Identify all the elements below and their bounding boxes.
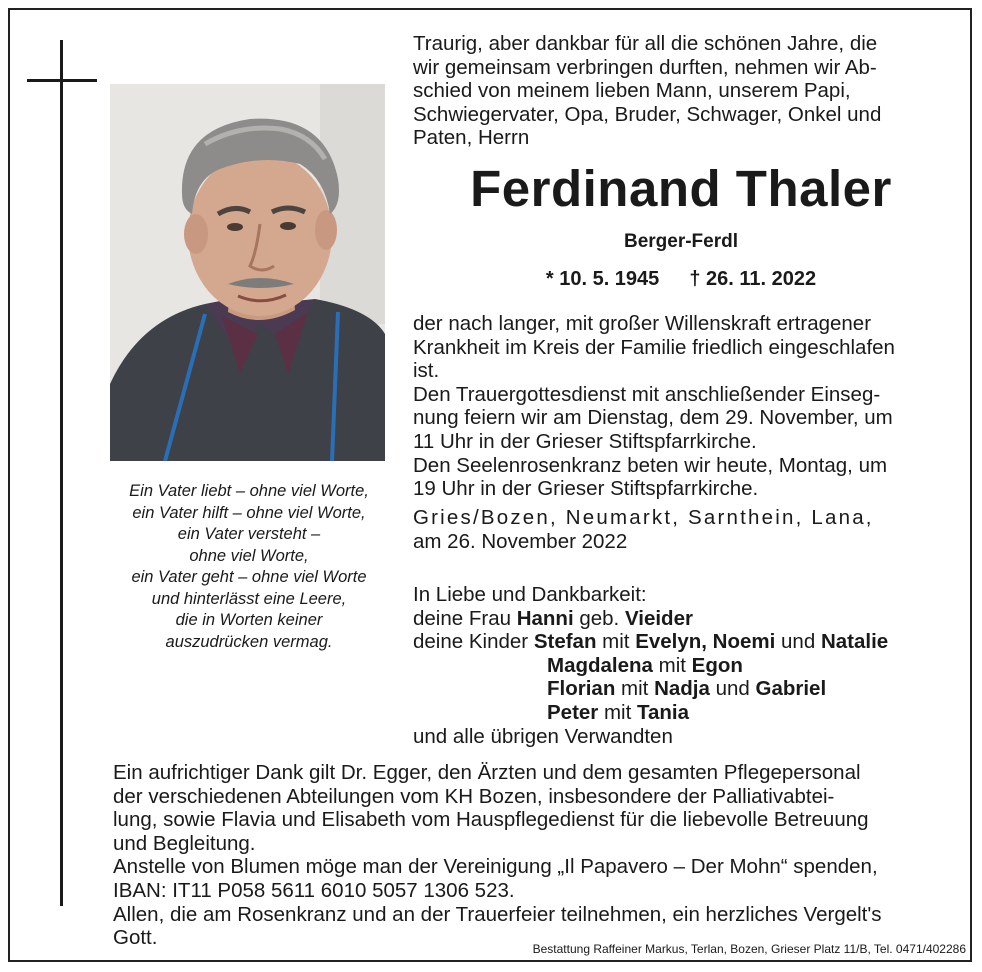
thanks-line: Allen, die am Rosenkranz und an der Trauerfeier teilnehmen, ein herzliches Vergelt's [113, 902, 882, 926]
family-closing: und alle übrigen Verwandten [413, 724, 673, 748]
funeral-home-footer: Bestattung Raffeiner Markus, Terlan, Bozen, Grieser Platz 11/B, Tel. 0471/402286 [532, 942, 966, 956]
intro-line: Traurig, aber dankbar für all die schönen Jahre, die [413, 32, 878, 55]
deceased-name: Ferdinand Thaler [470, 160, 892, 217]
thanks-line: lung, sowie Flavia und Elisabeth vom Hauspflegedienst für die liebevolle Betreuung [113, 808, 869, 832]
poem-line: auszudrücken vermag. [165, 632, 333, 651]
body-line: 19 Uhr in der Grieser Stiftspfarrkirche. [413, 477, 759, 501]
poem-line: ohne viel Worte, [189, 546, 309, 565]
thanks-line: Ein aufrichtiger Dank gilt Dr. Egger, den Ärzten und dem gesamten Pflegepersonal [113, 761, 861, 784]
thanks-line: Gott. [113, 926, 158, 950]
family-child: Peter mit Tania [547, 700, 690, 724]
body-line: der nach langer, mit großer Willenskraft ertragener [413, 312, 872, 335]
thanks-line: und Begleitung. [113, 831, 256, 855]
cross-icon [60, 40, 63, 906]
place-date [413, 506, 949, 554]
poem-line: und hinterlässt eine Leere, [151, 589, 347, 608]
family-wife: deine Frau Hanni geb. Vieider [413, 606, 693, 630]
thanks-line: IBAN: IT11 P058 5611 6010 5057 1306 523. [113, 878, 515, 902]
family-child: Florian mit Nadja und Gabriel [547, 677, 827, 701]
intro-line: Paten, Herrn [413, 126, 530, 150]
cross-icon-bar [27, 79, 97, 82]
body-line: Den Trauergottesdienst mit anschließender Einseg- [413, 382, 881, 406]
thanks-text [113, 761, 953, 950]
portrait-photo [110, 84, 385, 461]
place-locations: Gries/Bozen, Neumarkt, Sarnthein, Lana, [413, 506, 874, 529]
body-line: Krankheit im Kreis der Familie friedlich eingeschlafen [413, 335, 895, 359]
body-line: Den Seelenrosenkranz beten wir heute, Montag, um [413, 453, 888, 477]
announcement-text [413, 312, 949, 501]
deceased-nickname: Berger-Ferdl [623, 231, 739, 252]
poem [104, 481, 394, 653]
thanks-line: der verschiedenen Abteilungen vom KH Bozen, insbesondere der Palliativabtei- [113, 784, 835, 808]
family-heading: In Liebe und Dankbarkeit: [413, 583, 647, 606]
death-date: † 26. 11. 2022 [689, 268, 817, 290]
family-children: deine Kinder Stefan mit Evelyn, Noemi und Natalie [413, 630, 889, 654]
place-date-line: am 26. November 2022 [413, 530, 628, 553]
poem-line: ein Vater hilft – ohne viel Worte, [132, 503, 366, 522]
poem-line: ein Vater geht – ohne viel Worte [131, 568, 367, 586]
intro-line: Schwiegervater, Opa, Bruder, Schwager, Onkel und [413, 102, 882, 126]
thanks-line: Anstelle von Blumen möge man der Vereinigung „Il Papavero – Der Mohn“ spenden, [113, 855, 878, 879]
intro-line: wir gemeinsam verbringen durften, nehmen wir Ab- [413, 55, 877, 79]
poem-line: die in Worten keiner [175, 611, 323, 629]
body-line: nung feiern wir am Dienstag, dem 29. November, um [413, 406, 893, 430]
family-list [413, 583, 953, 748]
poem-line: Ein Vater liebt – ohne viel Worte, [129, 482, 369, 500]
birth-date: * 10. 5. 1945 [545, 268, 660, 290]
body-line: 11 Uhr in der Grieser Stiftspfarrkirche. [413, 429, 757, 453]
life-dates [413, 266, 949, 292]
family-child: Magdalena mit Egon [547, 653, 743, 677]
body-line: ist. [413, 359, 440, 383]
poem-line: ein Vater versteht – [177, 525, 321, 543]
intro-line: schied von meinem lieben Mann, unserem Papi, [413, 79, 851, 103]
intro-text [413, 32, 949, 150]
